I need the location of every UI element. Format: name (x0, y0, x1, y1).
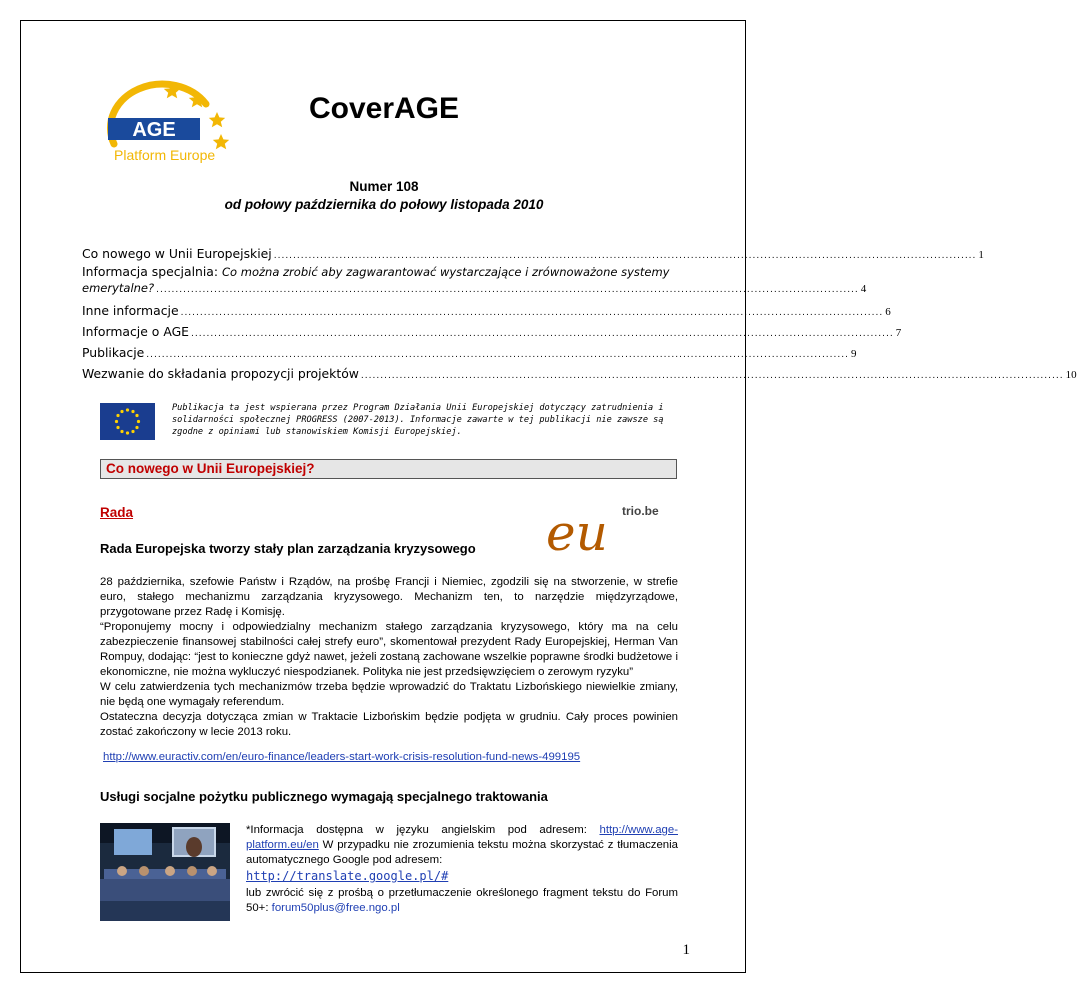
eu-trio-logo (544, 500, 680, 560)
svg-text:trio.be: trio.be (622, 504, 659, 518)
newsletter-title: CoverAGE (308, 92, 460, 125)
article-heading: Rada Europejska tworzy stały plan zarządzania kryzysowego (100, 541, 476, 556)
google-translate-link[interactable]: http://translate.google.pl/# (246, 869, 449, 883)
age-platform-link[interactable]: http://www.age-platform.eu/en (246, 824, 678, 851)
paragraph: W celu zatwierdzenia tych mechanizmów trzeba będzie wprowadzić do Traktatu Lizbońskiego niewielkie zmiany, nie będą one wymagały referendum. (100, 681, 678, 708)
article-heading: Usługi socjalne pożytku publicznego wymagają specjalnego traktowania (100, 789, 548, 804)
issue-number: Numer 108 (349, 179, 419, 194)
svg-text:eu: eu (546, 504, 608, 562)
toc-item[interactable]: Publikacje ...................................................................................................................................................................................... 9 (82, 345, 857, 360)
svg-text:AGE: AGE (132, 119, 176, 141)
forum-email-link[interactable]: forum50plus@free.ngo.pl (271, 902, 400, 914)
page-number: 1 (682, 942, 690, 958)
funding-disclaimer: Publikacja ta jest wspierana przez Program Działania Unii Europejskiej dotyczący zatrudnienia i solidarności społecznej PROGRESS (2007-2013). Informacje zawarte w tej publikacji nie zawsze są zgodne z opiniami lub stanowiskiem Komisji Europejskiej. (172, 403, 664, 437)
issue-period: od połowy października do połowy listopada 2010 (224, 197, 544, 212)
article-link[interactable]: http://www.euractiv.com/en/euro-finance/leaders-start-work-crisis-resolution-fund-news-499195 (103, 751, 581, 763)
toc-item[interactable]: Wezwanie do składania propozycji projektów ...................................................................................................................................................................................... 10 (82, 366, 1077, 381)
svg-text:Platform Europe: Platform Europe (114, 147, 216, 163)
toc-item[interactable]: Inne informacje ...................................................................................................................................................................................... 6 (82, 303, 891, 318)
paragraph: “Proponujemy mocny i odpowiedzialny mechanizm stałego zarządzania kryzysowego, który ma na celu zabezpieczenie finansowej stabilności całej strefy euro”, skomentował prezydent Rady Europejskiej, Herman Van Rompuy, dodając: “jest to konieczne gdyż nawet, jeżeli zostaną zachowane wszelkie poprawne środki budżetowe i ekonomiczne, nie można wykluczyć niespodzianek. Polityka nie jest przedsięwzięciem o zerowym ryzyku” (100, 621, 678, 678)
star-icon (213, 134, 229, 149)
subsection-title: Rada (100, 505, 134, 520)
section-title: Co nowego w Unii Europejskiej? (106, 461, 315, 476)
toc-item[interactable]: Informacje o AGE ...................................................................................................................................................................................... 7 (82, 324, 902, 339)
eu-flag-icon (100, 403, 155, 440)
conference-photo (100, 823, 230, 921)
translation-info: *Informacja dostępna w języku angielskim pod adresem: http://www.age-platform.eu/en W przypadku nie zrozumienia tekstu można skorzystać z tłumaczenia automatycznego Google pod adresem: http://translate.google.pl/# lub zwrócić się z prośbą o przetłumaczenie określonego fragment tekstu do Forum 50+: forum50plus@free.ngo.pl (246, 824, 678, 914)
article-body (100, 575, 678, 740)
toc-item-special[interactable]: Informacja specjalnia: Co można zrobić aby zagwarantować wystarczające i zrównoważone systemy emerytalne? ...................................................................................................................................................................................... 4 (82, 264, 867, 295)
paragraph: Ostateczna decyzja dotycząca zmian w Traktacie Lizbońskim będzie podjęta w grudniu. Cały proces powinien zostać zakończony w lecie 2013 roku. (100, 711, 678, 738)
toc-item[interactable]: Co nowego w Unii Europejskiej ...................................................................................................................................................................................... 1 (82, 246, 984, 261)
paragraph: 28 października, szefowie Państw i Rządów, na prośbę Francji i Niemiec, zgodzili się na stworzenie, w strefie euro, stałego mechanizmu zarządzania kryzysowego. Mechanizm ten, to narzędzie międzyrządowe, przygotowane przez Radę i Komisję. (100, 576, 678, 618)
